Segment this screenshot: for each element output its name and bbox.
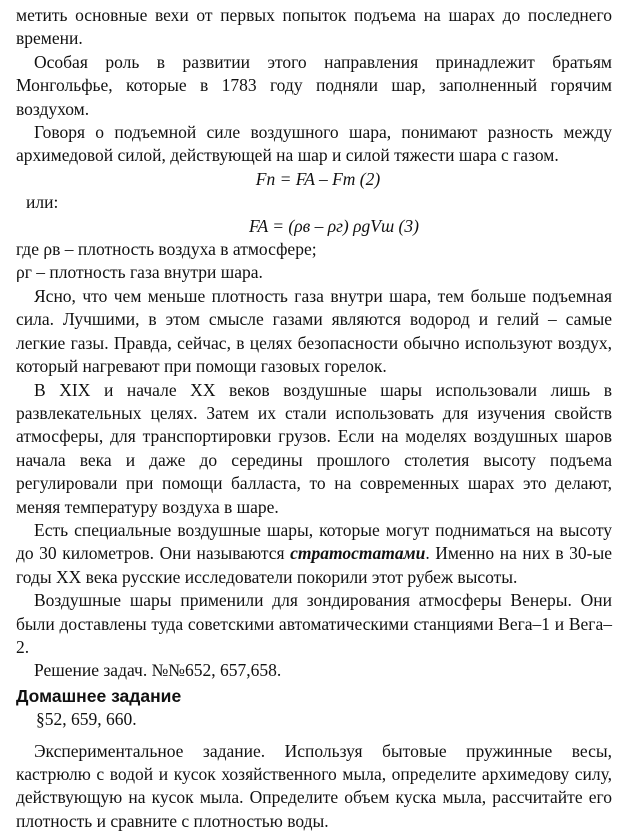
paragraph-montgolfier: Особая роль в развитии этого направления принадлежит братьям Монгольфье, которые в 1783 году подняли шар, заполненный горячим воздухом.	[16, 51, 612, 119]
paragraph-venus: Воздушные шары применили для зондирования атмосферы Венеры. Они были доставлены туда советскими автоматическими станциями Вега–1 и Вега–2.	[16, 590, 612, 657]
stratostats-term: стратостатами	[290, 543, 426, 564]
spacer	[16, 732, 612, 740]
homework-references: §52, 659, 660.	[36, 709, 137, 730]
definition-gas-density: ρг – плотность газа внутри шара.	[16, 262, 263, 283]
paragraph-lift-force: Говоря о подъемной силе воздушного шара, понимают разность между архимедовой силой, действующей на шар и силой тяжести шара с газом.	[16, 122, 612, 166]
label-or: или:	[26, 192, 59, 213]
definition-air-density: где ρв – плотность воздуха в атмосфере;	[16, 239, 317, 260]
formula-lift-force: Fп = FA – Fт (2)	[255, 168, 381, 189]
stratostats-text-end: . Именно на них в 30-ые годы XX века русские исследователи покорили этот рубеж высоты.	[16, 543, 612, 587]
homework-heading: Домашнее задание	[16, 685, 182, 706]
paragraph-intro-tail: метить основные вехи от первых попыток подъема на шарах до последнего времени.	[16, 5, 612, 49]
paragraph-history: В XIX и начале XX веков воздушные шары использовали лишь в развлекательных целях. Затем их стали использовать для изучения свойств атмосферы, для транспортировки грузов. Если на моделях воздушных шаров начала века и даже до середины прошлого столетия высоту подъема регулировали при помощи балласта, то на современных шарах это делают, меняя температуру воздуха в шаре.	[16, 379, 612, 517]
stratostats-text-start: Есть специальные воздушные шары, которые могут подниматься на высоту до 30 километров. Они называются	[16, 519, 612, 564]
paragraph-stratostats	[16, 519, 612, 589]
formula-archimedes: FA = (ρв – ρг) ρgVш (3)	[249, 215, 419, 236]
homework-experiment: Экспериментальное задание. Используя бытовые пружинные весы, кастрюлю с водой и кусок хозяйственного мыла, определите архимедову силу, действующую на кусок мыла. Определите объем куска мыла, рассчитайте его плотность и сравните с плотностью воды.	[16, 740, 612, 831]
paragraph-gas-density: Ясно, что чем меньше плотность газа внутри шара, тем больше подъемная сила. Лучшими, в этом смысле газами являются водород и гелий – самые легкие газы. Правда, сейчас, в целях безопасности обычно используют воздух, который нагревают при помощи газовых горелок.	[16, 285, 612, 377]
paragraph-problems: Решение задач. №№652, 657,658.	[34, 660, 282, 681]
